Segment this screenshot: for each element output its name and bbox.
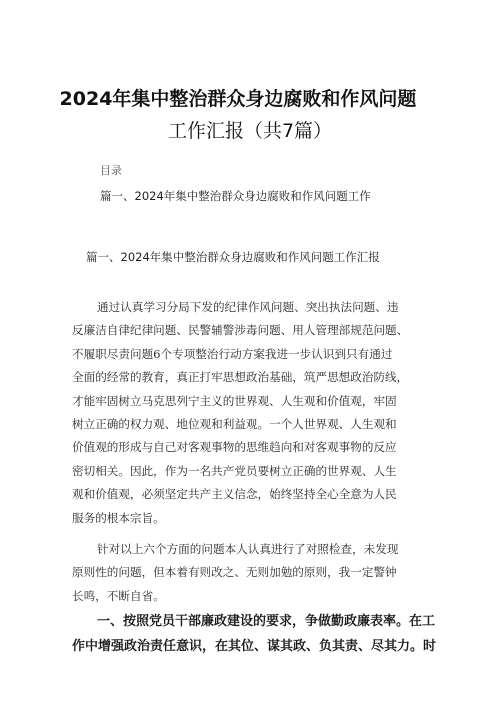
paragraph-line: 全面的经常的教育，真正打牢思想政治基础，筑严思想政治防线， (72, 370, 409, 385)
paragraph-line: 价值观的形成与自己对客观事物的思维趋向和对客观事物的反应 (72, 440, 397, 455)
paragraph-line: 树立正确的权力观、地位观和利益观。一个人世界观、人生观和 (72, 417, 397, 432)
document-title-line2: 工作汇报（共7篇） (167, 120, 333, 142)
paragraph-line: 才能牢固树立马克思列宁主义的世界观、人生观和价值观，牢固 (72, 393, 397, 408)
paragraph-line: 反廉洁自律纪律问题、民警辅警涉毒问题、用人管理部规范问题、 (72, 323, 409, 338)
paragraph-line: 一、按照党员干部廉政建设的要求，争做勤政廉表率。在工 (97, 614, 436, 629)
paragraph-line: 观和价值观，必须坚定共产主义信念，始终坚持全心全意为人民 (72, 487, 397, 502)
paragraph-3 (72, 609, 436, 659)
paragraph-line: 通过认真学习分局下发的纪律作风问题、突出执法问题、违 (97, 300, 399, 314)
paragraph-1 (72, 296, 442, 530)
paragraph-line: 密切相关。因此，作为一名共产党员要树立正确的世界观、人生 (72, 463, 397, 478)
section-title: 篇一、2024年集中整治群众身边腐败和作风问题工作汇报 (86, 250, 380, 264)
paragraph-line: 服务的根本宗旨。 (72, 510, 165, 525)
paragraph-line: 作中增强政治责任意识，在其位、谋其政、负其责、尽其力。时 (72, 639, 437, 654)
paragraph-line: 不履职尽责问题6个专项整治行动方案我进一步认识到只有通过 (72, 346, 393, 361)
toc-label: 目录 (100, 164, 122, 177)
paragraph-line: 原则性的问题，但本着有则改之、无则加勉的原则，我一定警钟 (72, 565, 397, 580)
toc-item[interactable]: 篇一、2024年集中整治群众身边腐败和作风问题工作 (100, 189, 371, 203)
paragraph-line: 长鸣，不断自省。 (72, 588, 165, 603)
document-title-line1: 2024年集中整治群众身边腐败和作风问题 (59, 88, 417, 110)
paragraph-line: 针对以上六个方面的问题本人认真进行了对照检查，未发现 (97, 542, 399, 556)
paragraph-2 (72, 538, 442, 608)
